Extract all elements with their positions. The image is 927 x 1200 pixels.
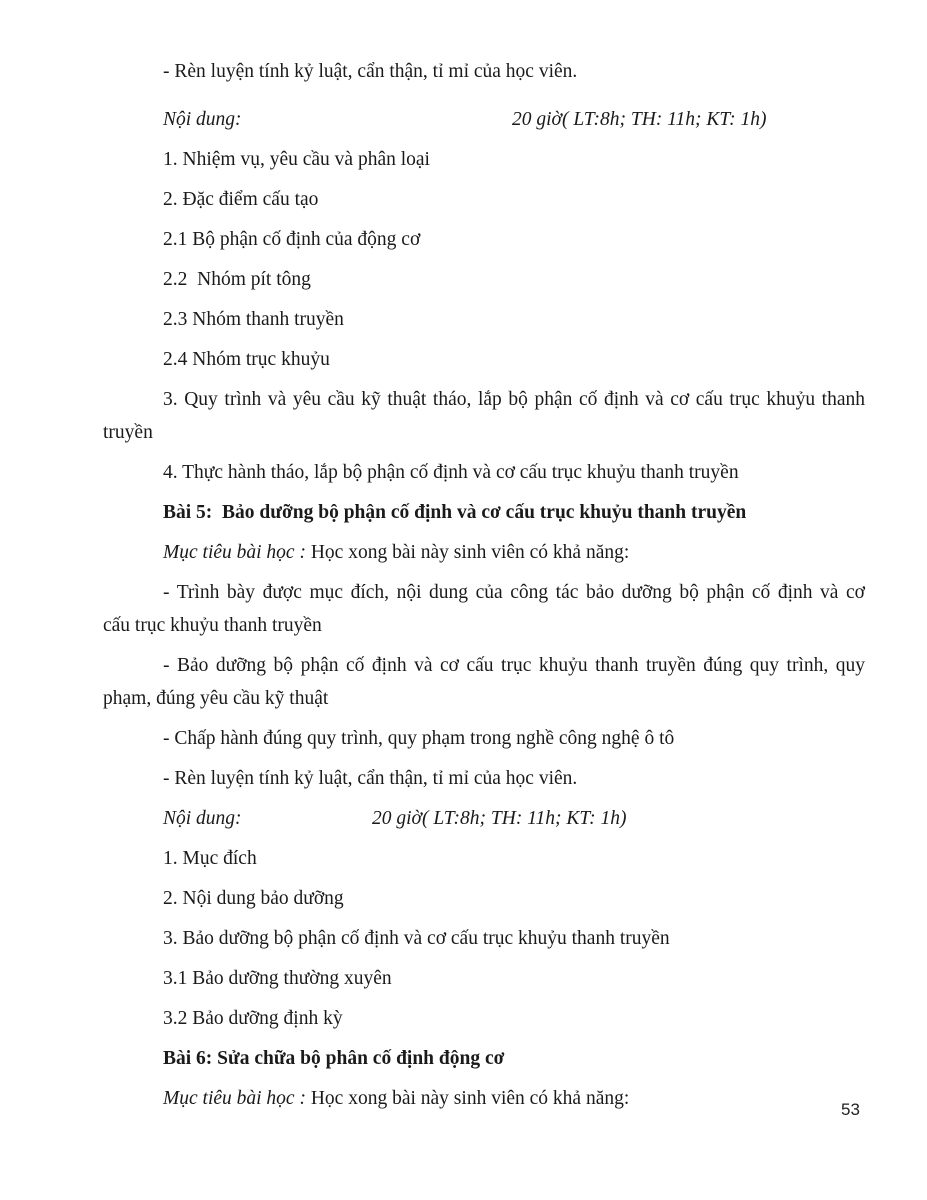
muc-tieu-label: Mục tiêu bài học : — [163, 542, 311, 563]
noi-dung-label: Nội dung: — [163, 808, 242, 829]
muc-tieu-line — [103, 1082, 865, 1115]
noi-dung-line — [103, 103, 865, 136]
muc-tieu-label: Mục tiêu bài học : — [163, 1088, 311, 1109]
document-body — [103, 55, 865, 1115]
list-item: 3. Bảo dưỡng bộ phận cố định và cơ cấu trục khuỷu thanh truyền — [163, 928, 670, 949]
doc-line: - Rèn luyện tính kỷ luật, cẩn thận, tỉ mỉ của học viên. — [163, 61, 578, 82]
muc-tieu-text: Học xong bài này sinh viên có khả năng: — [310, 1088, 630, 1109]
noi-dung-line — [103, 802, 865, 835]
list-item: 3.1 Bảo dưỡng thường xuyên — [163, 968, 392, 989]
page-number: 53 — [841, 1100, 860, 1119]
doc-line-continuation: phạm, đúng yêu cầu kỹ thuật — [103, 688, 329, 709]
doc-line-continuation: cấu trục khuỷu thanh truyền — [103, 615, 322, 636]
noi-dung-label: Nội dung: — [163, 109, 242, 130]
list-item: 2.3 Nhóm thanh truyền — [163, 309, 344, 330]
bai-6-heading: Bài 6: Sửa chữa bộ phân cố định động cơ — [163, 1048, 505, 1069]
list-item: 2.4 Nhóm trục khuỷu — [163, 349, 330, 370]
list-item: 2. Nội dung bảo dưỡng — [163, 888, 344, 909]
doc-line: - Trình bày được mục đích, nội dung của công tác bảo dưỡng bộ phận cố định và cơ — [163, 582, 865, 603]
doc-line: - Chấp hành đúng quy trình, quy phạm trong nghề công nghệ ô tô — [163, 728, 675, 749]
duration-text: 20 giờ( LT:8h; TH: 11h; KT: 1h) — [512, 109, 767, 130]
muc-tieu-text: Học xong bài này sinh viên có khả năng: — [310, 542, 630, 563]
bai-5-heading: Bài 5: Bảo dưỡng bộ phận cố định và cơ cấu trục khuỷu thanh truyền — [163, 502, 747, 523]
list-item: 2. Đặc điểm cấu tạo — [163, 189, 319, 210]
list-item: 2.2 Nhóm pít tông — [163, 269, 311, 290]
list-item: 1. Nhiệm vụ, yêu cầu và phân loại — [163, 149, 430, 170]
list-item: 4. Thực hành tháo, lắp bộ phận cố định và cơ cấu trục khuỷu thanh truyền — [163, 462, 739, 483]
list-item-continuation: truyền — [103, 422, 153, 443]
doc-line: - Bảo dưỡng bộ phận cố định và cơ cấu trục khuỷu thanh truyền đúng quy trình, quy — [163, 655, 865, 676]
list-item: 3. Quy trình và yêu cầu kỹ thuật tháo, lắp bộ phận cố định và cơ cấu trục khuỷu thanh — [163, 389, 865, 410]
list-item: 3.2 Bảo dưỡng định kỳ — [163, 1008, 343, 1029]
doc-line: - Rèn luyện tính kỷ luật, cẩn thận, tỉ mỉ của học viên. — [163, 768, 578, 789]
list-item: 1. Mục đích — [163, 848, 257, 869]
muc-tieu-line — [103, 536, 865, 569]
duration-text: 20 giờ( LT:8h; TH: 11h; KT: 1h) — [372, 808, 627, 829]
list-item: 2.1 Bộ phận cố định của động cơ — [163, 229, 421, 250]
